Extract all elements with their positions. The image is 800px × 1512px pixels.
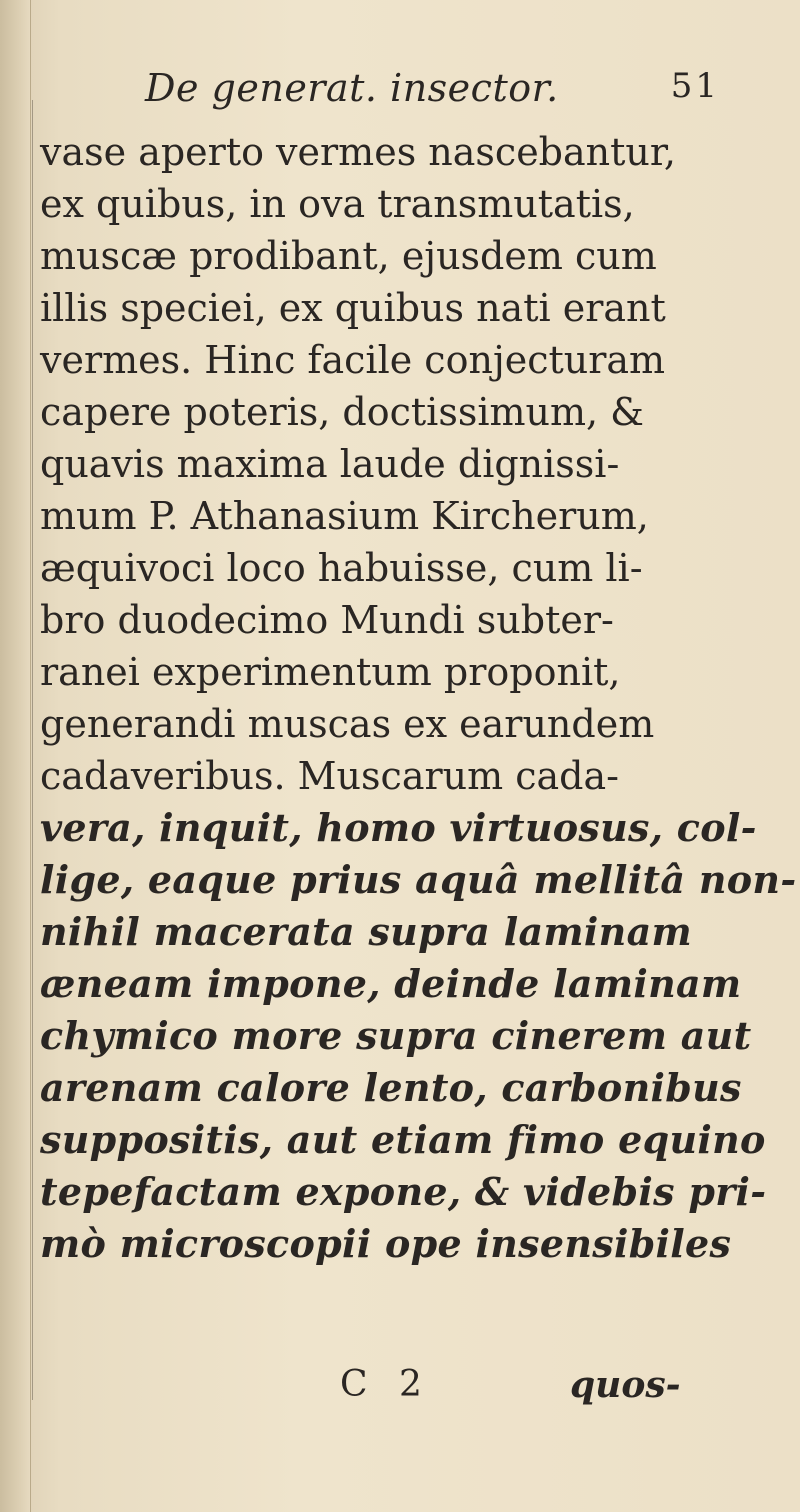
catchword: quos- (570, 1364, 681, 1406)
running-head: De generat. insector. (145, 66, 559, 110)
text-line: generandi muscas ex earundem (40, 702, 655, 746)
text-line-italic: mò microscopii ope insensibiles (40, 1221, 732, 1266)
text-line-italic: tepefactam expone, & videbis pri- (40, 1169, 767, 1214)
text-line-italic: suppositis, aut etiam fimo equino (40, 1117, 766, 1162)
gutter-line (32, 100, 33, 1400)
text-line-italic: lige, eaque prius aquâ mellitâ non- (40, 857, 797, 902)
page-number: 51 (670, 66, 720, 106)
text-line: bro duodecimo Mundi subter- (40, 598, 614, 642)
body-text (40, 126, 797, 1270)
text-line: muscæ prodibant, ejusdem cum (40, 234, 657, 278)
text-line-italic: chymico more supra cinerem aut (40, 1013, 752, 1058)
text-line-italic: nihil macerata supra laminam (40, 909, 693, 954)
text-line: mum P. Athanasium Kircherum, (40, 494, 649, 538)
text-line-italic: vera, inquit, homo virtuosus, col- (40, 805, 757, 850)
signature-mark: C 2 (340, 1364, 432, 1405)
page-gutter (0, 0, 31, 1512)
text-line: cadaveribus. Muscarum cada- (40, 754, 619, 798)
text-line: vase aperto vermes nascebantur, (40, 130, 676, 174)
text-line: capere poteris, doctissimum, & (40, 390, 645, 434)
text-line: vermes. Hinc facile conjecturam (40, 338, 666, 382)
page-footer (40, 1364, 720, 1416)
text-line: ex quibus, in ova transmutatis, (40, 182, 635, 226)
text-line: ranei experimentum proponit, (40, 650, 621, 694)
text-line-italic: æneam impone, deinde laminam (40, 961, 742, 1006)
page-header (40, 66, 720, 116)
text-line: illis speciei, ex quibus nati erant (40, 286, 666, 330)
text-line: quavis maxima laude dignissi- (40, 442, 620, 486)
text-line-italic: arenam calore lento, carbonibus (40, 1065, 742, 1110)
text-line: æquivoci loco habuisse, cum li- (40, 546, 643, 590)
